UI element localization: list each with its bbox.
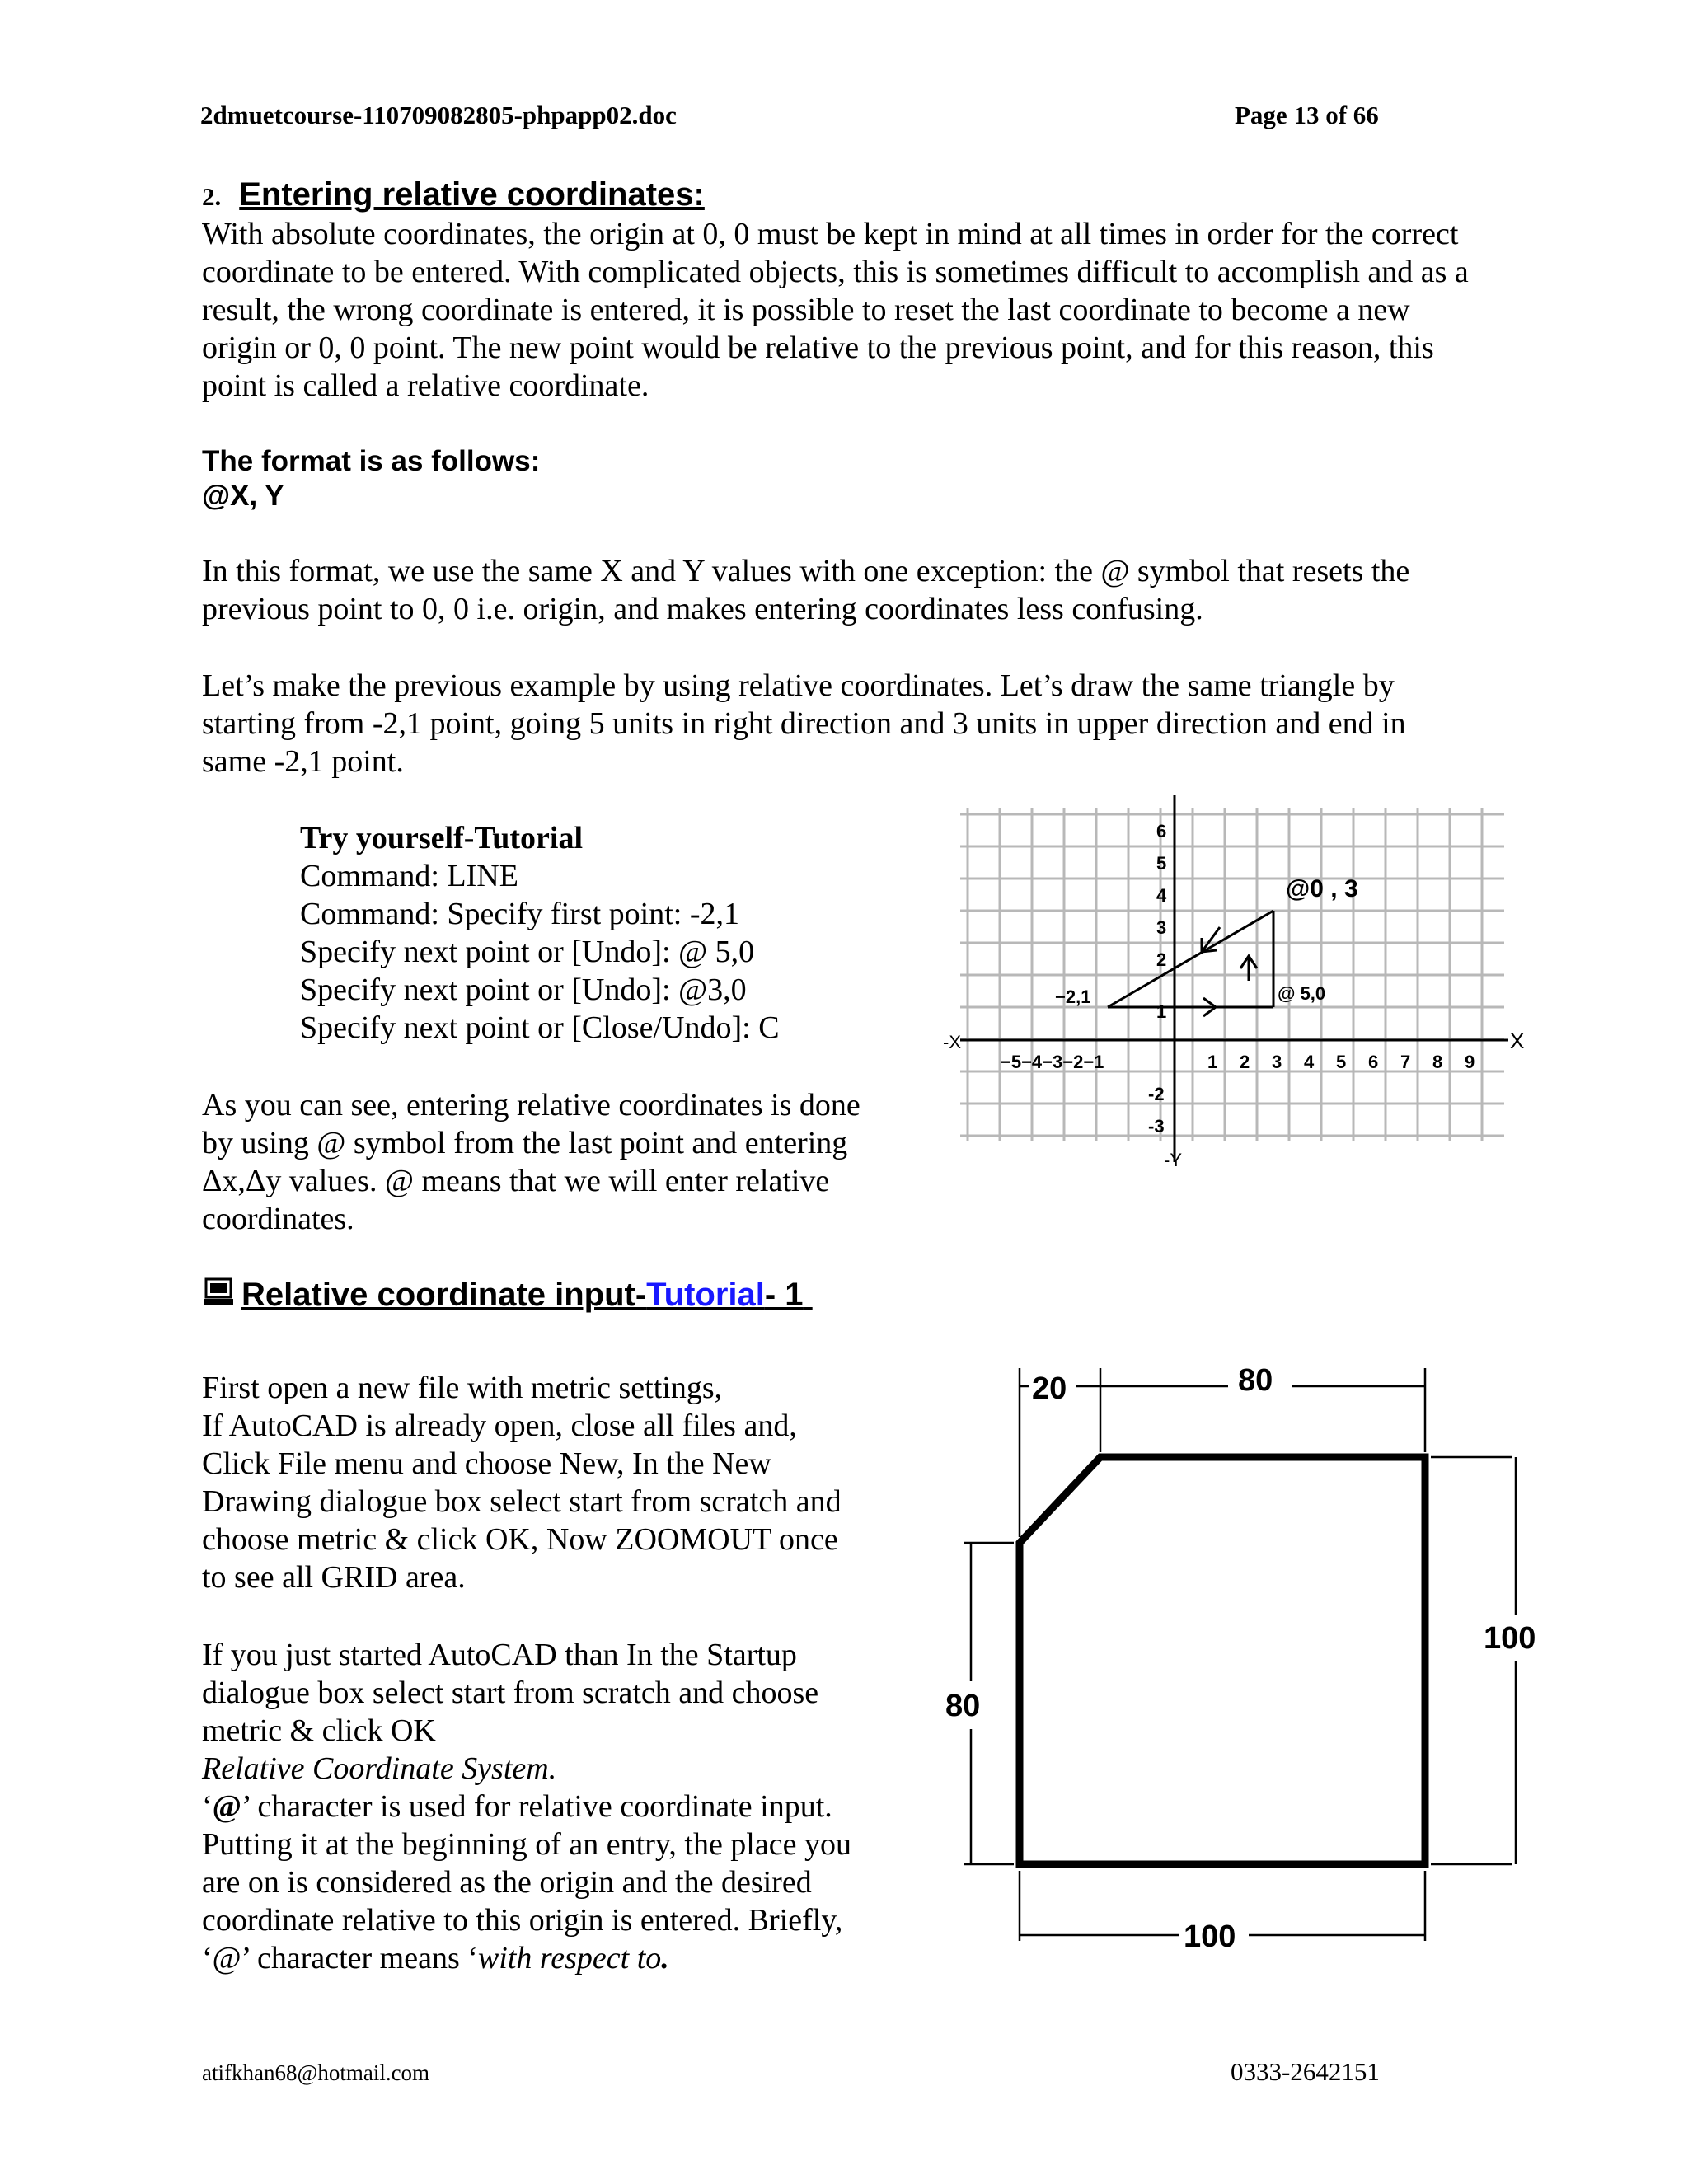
tutorial1-intro [202,1369,842,1596]
paragraph-line: Δx,Δy values. @ means that we will enter relative [202,1164,830,1198]
x-tick-label: 5 [1336,1052,1347,1072]
paragraph-line: metric & click OK [202,1713,436,1748]
paragraph-line: With absolute coordinates, the origin at 0, 0 must be kept in mind at all times in order for the correct [202,217,1459,251]
tutorial1-heading-prefix: Relative coordinate input- [241,1277,647,1313]
final-line-end: . [661,1941,669,1975]
dim-top-right: 80 [1238,1363,1273,1398]
paragraph-line: to see all GRID area. [202,1560,466,1595]
x-tick-labels-negative: −5−4−3−2−1 [1001,1052,1104,1072]
paragraph-line: Drawing dialogue box select start from scratch and [202,1484,842,1519]
dim-right: 100 [1484,1621,1536,1656]
at-symbol: @ [212,1789,242,1824]
x-tick-label: 8 [1432,1052,1443,1072]
tutorial-link[interactable]: Tutorial [646,1277,765,1313]
paragraph-line: If you just started AutoCAD than In the Startup [202,1638,797,1672]
paragraph-line: As you can see, entering relative coordinates is done [202,1088,860,1122]
start-point-label: −2,1 [1055,987,1091,1007]
explain-line-first [202,1788,851,1825]
tutorial-commands [300,819,780,1047]
quote-open: ‘ [202,1789,213,1824]
paragraph-line: same -2,1 point. [202,744,404,779]
paragraph-line: result, the wrong coordinate is entered, it is possible to reset the last coordinate to become a new [202,293,1410,327]
dim-bottom: 100 [1184,1919,1236,1954]
y-tick-label: -2 [1148,1084,1165,1104]
final-line-italic: with respect to [477,1941,662,1975]
header-filename: 2dmuetcourse-110709082805-phpapp02.doc [200,101,677,129]
summary-paragraph [202,1086,860,1238]
y-tick-label: 3 [1156,917,1167,938]
x-axis-label: X [1510,1029,1525,1053]
coordinate-grid-figure [943,791,1525,1179]
paragraph-line: In this format, we use the same X and Y values with one exception: the @ symbol that resets the [202,554,1410,588]
paragraph-line: coordinate relative to this origin is entered. Briefly, [202,1903,843,1938]
x-tick-label: 1 [1207,1052,1218,1072]
tutorial1-startup [202,1636,851,1977]
y-tick-label: 5 [1156,853,1167,874]
paragraph-line: previous point to 0, 0 i.e. origin, and makes entering coordinates less confusing. [202,592,1203,626]
paragraph-line: Let’s make the previous example by using relative coordinates. Let’s draw the same triangle by [202,668,1395,703]
paragraph-line: are on is considered as the origin and the desired [202,1865,812,1900]
tutorial-line: Specify next point or [Undo]: @ 5,0 [300,935,755,969]
y-tick-label: 2 [1156,949,1167,970]
tutorial-line: Specify next point or [Close/Undo]: C [300,1010,780,1045]
relative-right-label: @ 5,0 [1278,983,1326,1004]
tutorial1-heading-suffix: - 1 [764,1277,804,1313]
dimension-figure [931,1352,1536,1961]
paragraph-line: Putting it at the beginning of an entry, the place you [202,1827,851,1862]
x-tick-label: 9 [1465,1052,1475,1072]
paragraph-line: point is called a relative coordinate. [202,368,649,403]
y-tick-label: 4 [1156,885,1167,906]
section-number: 2. [202,182,222,211]
format-value: @X, Y [202,480,284,512]
paragraph-line: Click File menu and choose New, In the New [202,1446,771,1481]
paragraph-line: dialogue box select start from scratch and choose [202,1675,819,1710]
relative-up-label: @0 , 3 [1286,875,1358,902]
tutorial-line: Command: LINE [300,859,518,893]
paragraph-line: First open a new file with metric settings, [202,1371,723,1405]
neg-y-axis-label: -Y [1164,1150,1182,1170]
final-line [202,1939,851,1977]
dim-left: 80 [945,1689,981,1723]
paragraph-line: choose metric & click OK, Now ZOOMOUT once [202,1522,838,1557]
format-label: The format is as follows: [202,445,541,477]
final-line-prefix: ‘@’ character means ‘ [202,1941,478,1975]
italic-title: Relative Coordinate System. [202,1751,557,1786]
section-paragraph [202,215,1469,405]
shape-outline [1020,1457,1425,1864]
example-paragraph [202,667,1406,780]
paragraph-line: If AutoCAD is already open, close all files and, [202,1408,797,1443]
tutorial1-heading [202,1276,813,1314]
tutorial-line: Specify next point or [Undo]: @3,0 [300,972,747,1007]
section-title: Entering relative coordinates: [239,176,705,213]
computer-icon [202,1276,235,1309]
y-tick-label: 1 [1156,1001,1167,1022]
footer-phone: 0333-2642151 [1231,2057,1380,2086]
x-tick-label: 2 [1240,1052,1250,1072]
tutorial-line: Command: Specify first point: -2,1 [300,897,740,931]
x-tick-label: 3 [1272,1052,1282,1072]
format-explanation [202,552,1409,628]
y-tick-label: -3 [1148,1116,1165,1137]
neg-x-axis-label: -X [943,1032,961,1052]
paragraph-line: origin or 0, 0 point. The new point would be relative to the previous point, and for this reason, this [202,330,1434,365]
tutorial-title: Try yourself-Tutorial [300,821,584,855]
footer-email: atifkhan68@hotmail.com [202,2060,430,2085]
header-page-number: Page 13 of 66 [1235,101,1379,129]
x-tick-label: 4 [1304,1052,1315,1072]
section-heading [202,176,705,213]
x-tick-label: 7 [1400,1052,1411,1072]
y-tick-label: 6 [1156,821,1167,841]
explain-rest: ’ character is used for relative coordinate input. [241,1789,832,1824]
paragraph-line: by using @ symbol from the last point and entering [202,1126,848,1160]
paragraph-line: starting from -2,1 point, going 5 units in right direction and 3 units in upper direction and end in [202,706,1406,741]
tutorial1-heading-text [241,1277,813,1313]
paragraph-line: coordinate to be entered. With complicated objects, this is sometimes difficult to accomplish and as a [202,255,1469,289]
dim-top-left: 20 [1032,1371,1067,1406]
paragraph-line: coordinates. [202,1202,354,1236]
x-tick-label: 6 [1368,1052,1379,1072]
